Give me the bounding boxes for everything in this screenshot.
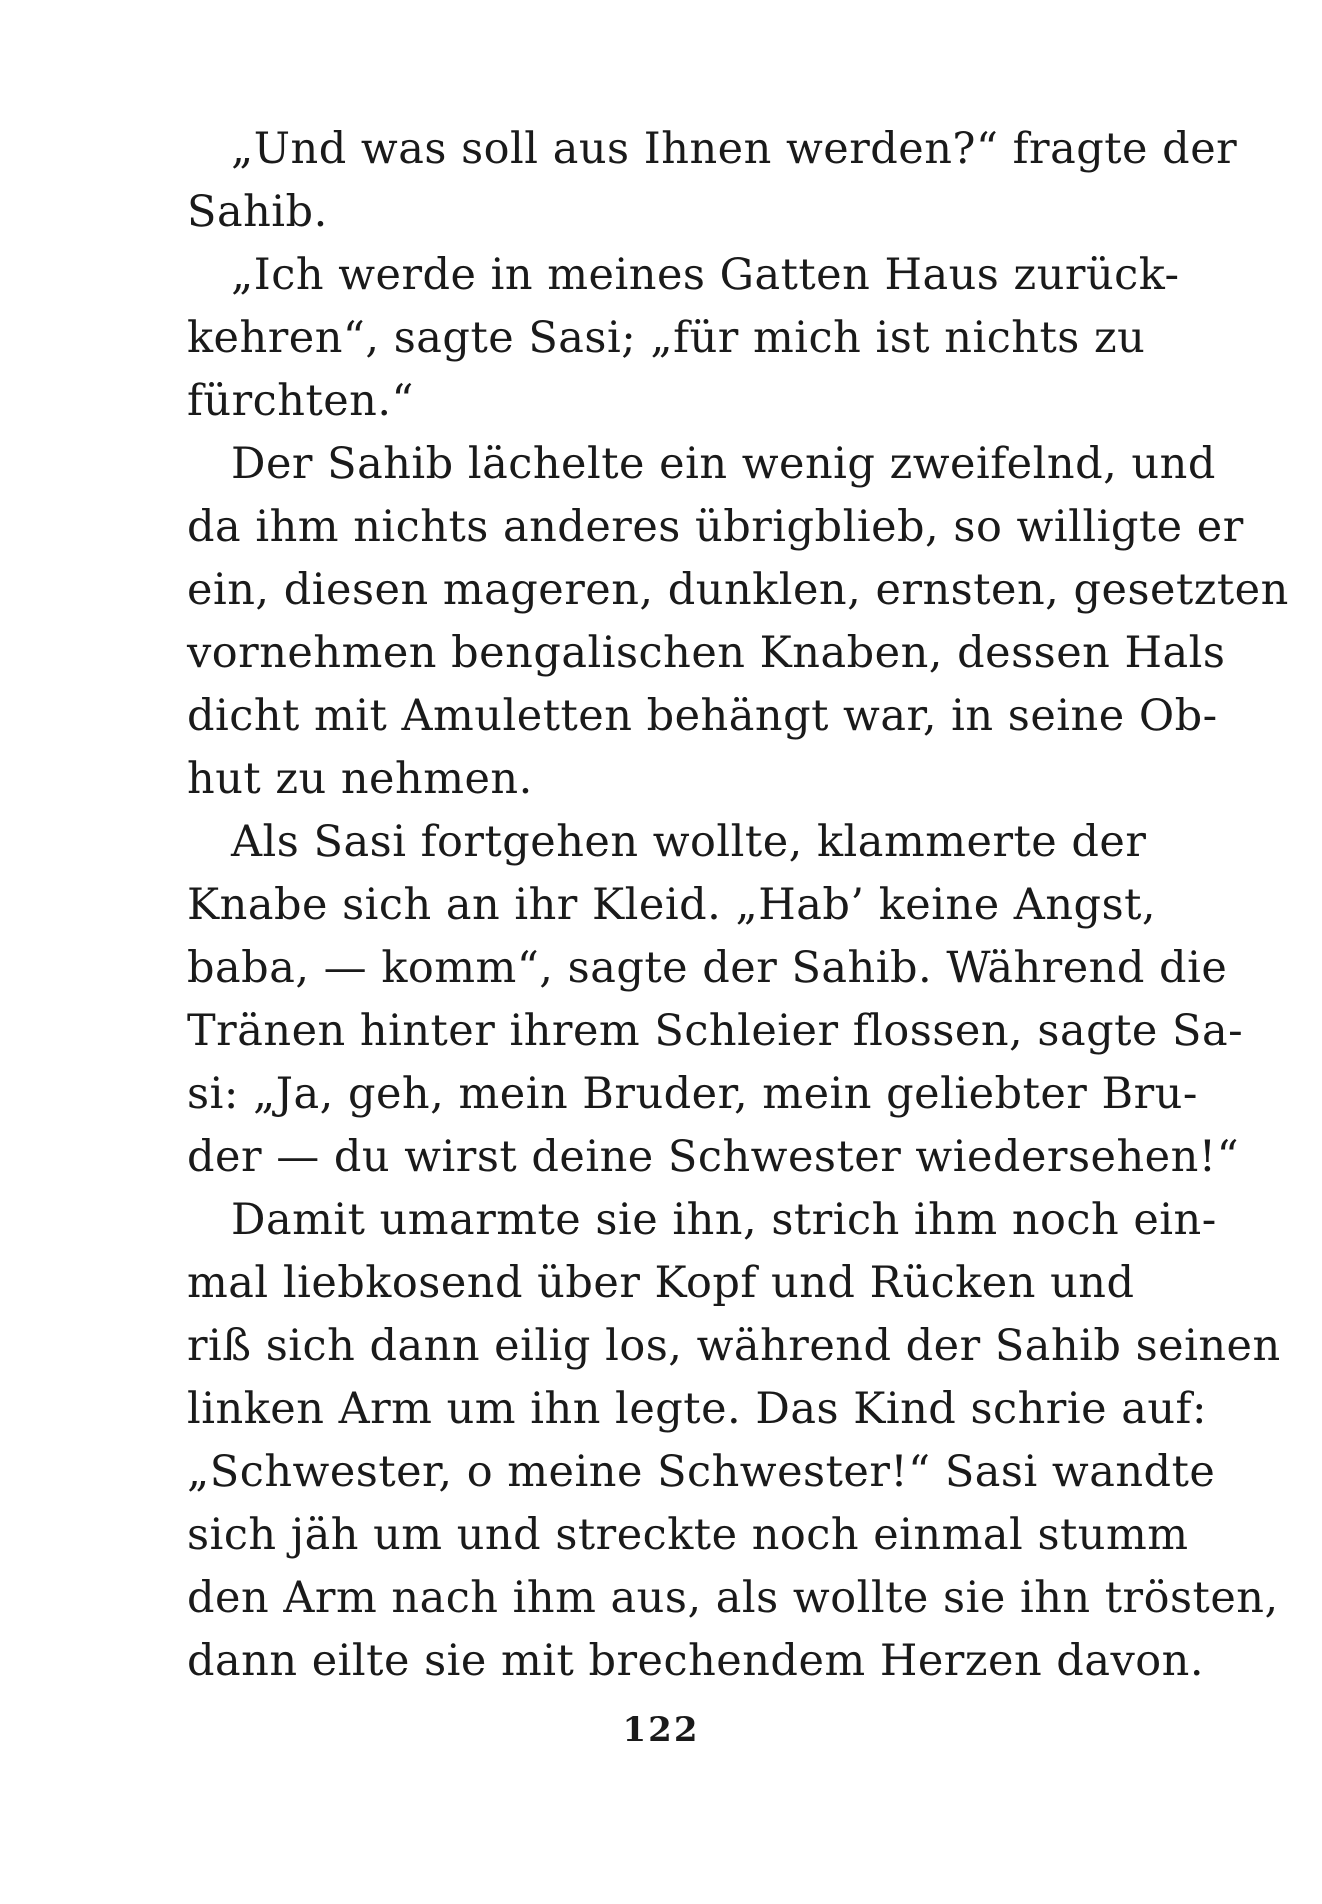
text-line: „Schwester, o meine Schwester!“ Sasi wandte [187,1447,1216,1497]
paragraph [187,433,1289,811]
text-line: dicht mit Amuletten behängt war, in seine Ob- [187,691,1218,741]
text-line: „Ich werde in meines Gatten Haus zurück- [231,250,1180,300]
text-line: da ihm nichts anderes übrigblieb, so willigte er [187,502,1244,552]
text-line: hut zu nehmen. [187,754,533,804]
text-line: sich jäh um und streckte noch einmal stumm [187,1510,1189,1560]
text-line: Tränen hinter ihrem Schleier flossen, sagte Sa- [187,1006,1244,1056]
text-line: „Und was soll aus Ihnen werden?“ fragte der [231,124,1238,174]
text-line: fürchten.“ [187,376,415,426]
text-line: dann eilte sie mit brechendem Herzen davon. [187,1636,1205,1686]
paragraph [187,1189,1281,1693]
paragraph [187,118,1238,244]
text-line: Der Sahib lächelte ein wenig zweifelnd, und [231,439,1216,489]
text-line: Als Sasi fortgehen wollte, klammerte der [231,817,1147,867]
text-line: mal liebkosend über Kopf und Rücken und [187,1258,1135,1308]
text-line: si: „Ja, geh, mein Bruder, mein geliebter Bru- [187,1069,1198,1119]
text-line: Knabe sich an ihr Kleid. „Hab’ keine Angst, [187,880,1157,930]
text-line: baba, — komm“, sagte der Sahib. Während die [187,943,1228,993]
text-line: Damit umarmte sie ihn, strich ihm noch ein- [231,1195,1217,1245]
text-line: vornehmen bengalischen Knaben, dessen Hals [187,628,1226,678]
text-line: der — du wirst deine Schwester wiedersehen!“ [187,1132,1240,1182]
text-line: riß sich dann eilig los, während der Sahib seinen [187,1321,1281,1371]
text-line: kehren“, sagte Sasi; „für mich ist nichts zu [187,313,1146,363]
paragraph [187,811,1244,1189]
page-number: 122 [622,1710,700,1750]
text-line: den Arm nach ihm aus, als wollte sie ihn trösten, [187,1573,1279,1623]
text-line: linken Arm um ihn legte. Das Kind schrie auf: [187,1384,1207,1434]
paragraph [187,244,1180,433]
text-line: ein, diesen mageren, dunklen, ernsten, gesetzten [187,565,1289,615]
text-line: Sahib. [187,187,328,237]
body-text [187,118,1289,1693]
